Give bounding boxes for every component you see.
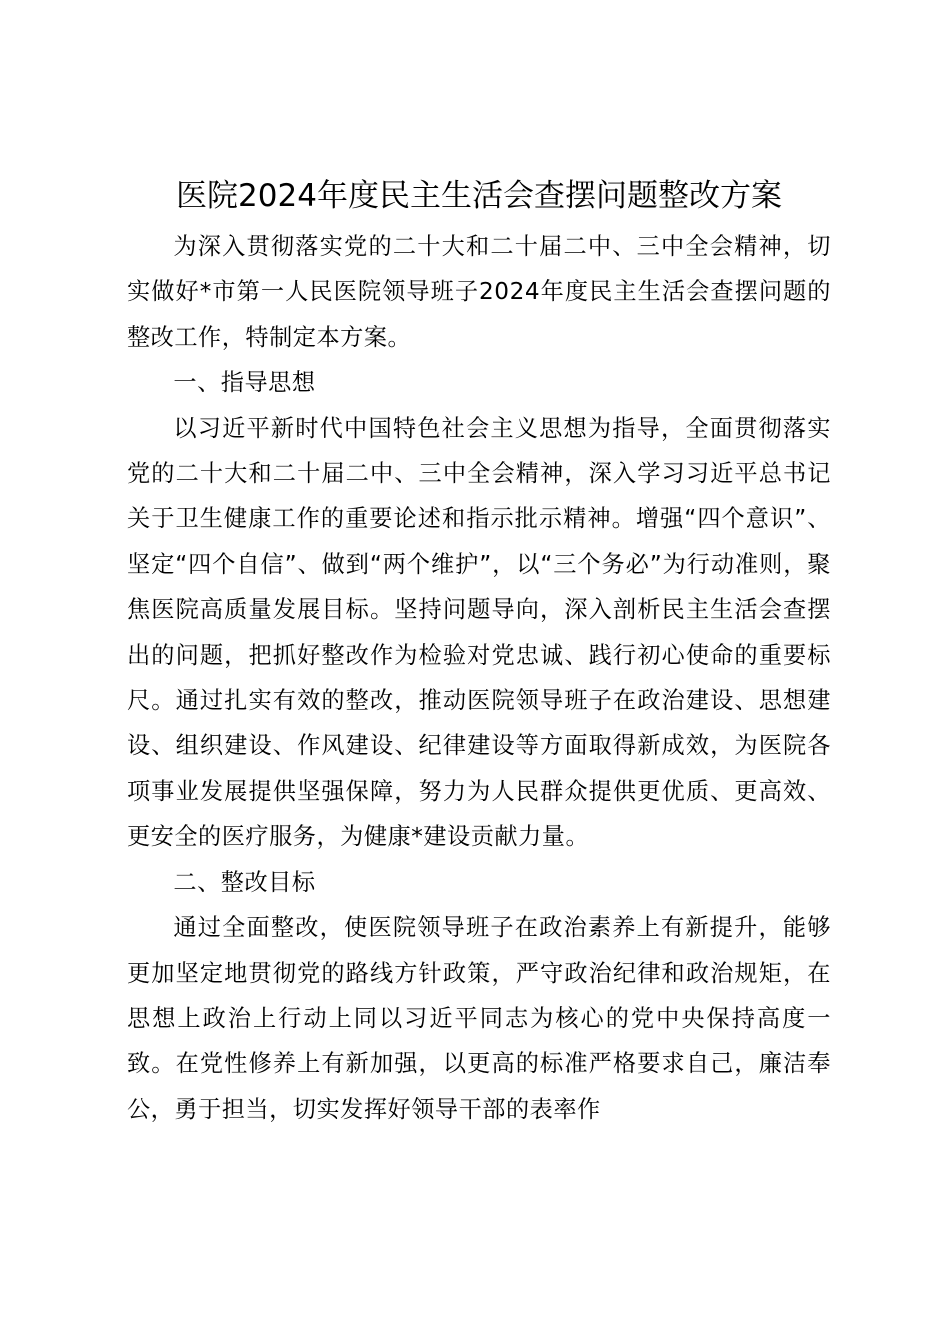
document-title: 医院2024年度民主生活会查摆问题整改方案 <box>176 178 782 214</box>
section-paragraph-rectification-goals: 通过全面整改，使医院领导班子在政治素养上有新提升，能够更加坚定地贯彻党的路线方针政策，严守政治纪律和政治规矩，在思想上政治上行动上同以习近平同志为核心的党中央保持高度一致。在党性修养上有新加强，以更高的标准严格要求自己，廉洁奉公，勇于担当，切实发挥好领导干部的表率作 <box>127 914 831 1123</box>
intro-paragraph: 为深入贯彻落实党的二十大和二十届二中、三中全会精神，切实做好*市第一人民医院领导班子2024年度民主生活会查摆问题的整改工作，特制定本方案。 <box>127 233 831 351</box>
section-heading-guiding-ideology: 一、指导思想 <box>173 369 316 397</box>
document-page <box>127 168 831 1132</box>
section-heading-rectification-goals: 二、整改目标 <box>173 868 316 896</box>
document-body <box>127 224 831 1132</box>
section-paragraph-guiding-ideology: 以习近平新时代中国特色社会主义思想为指导，全面贯彻落实党的二十大和二十届二中、三中全会精神，深入学习习近平总书记关于卫生健康工作的重要论述和指示批示精神。增强“四个意识”、坚定“四个自信”、做到“两个维护”，以“三个务必”为行动准则，聚焦医院高质量发展目标。坚持问题导向，深入剖析民主生活会查摆出的问题，把抓好整改作为检验对党忠诚、践行初心使命的重要标尺。通过扎实有效的整改，推动医院领导班子在政治建设、思想建设、组织建设、作风建设、纪律建设等方面取得新成效，为医院各项事业发展提供坚强保障，努力为人民群众提供更优质、更高效、更安全的医疗服务，为健康*建设贡献力量。 <box>127 414 831 851</box>
